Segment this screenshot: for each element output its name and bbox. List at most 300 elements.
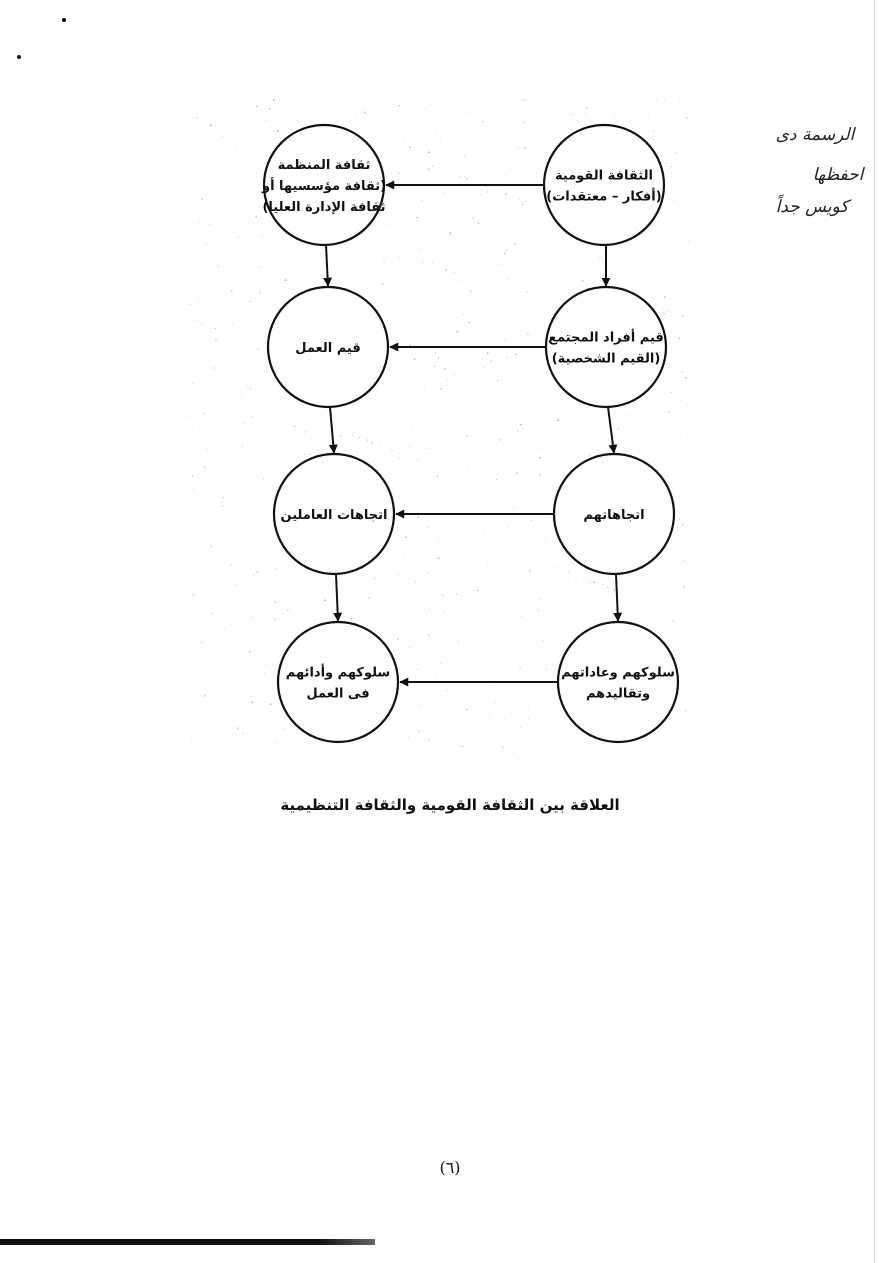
scan-speck [468,322,470,324]
scan-speck [198,221,199,222]
scan-speck [411,429,412,430]
scan-speck [499,439,501,441]
scan-speck [689,241,690,242]
scan-speck [398,452,399,453]
vertical-arrow-left [330,407,334,453]
scan-speck [634,117,635,118]
scan-speck [599,256,601,258]
scan-speck [552,307,553,308]
scan-speck [405,142,406,143]
scan-speck [454,715,455,716]
handwritten-note-line: كويس جداً [775,197,849,217]
scan-speck [495,702,496,703]
scan-speck [456,331,458,333]
scan-speck [542,640,544,642]
scan-speck [382,283,384,285]
left-node-4-circle [278,622,398,742]
scan-speck [409,344,410,345]
scan-speck [281,613,282,614]
scan-speck [480,194,481,195]
scan-speck [231,290,233,292]
scan-speck [419,248,420,249]
scan-speck [601,607,602,608]
scan-speck [258,266,260,268]
scan-speck [674,657,675,658]
scan-speck [398,178,399,179]
scan-speck [607,587,609,589]
scan-speck [514,243,516,245]
scan-speck [255,216,257,218]
scan-speck [404,556,406,558]
scan-speck [590,582,591,583]
scan-speck [228,169,229,170]
scan-speck [613,589,614,590]
scan-speck [456,593,458,595]
scan-speck [676,285,677,286]
scan-speck [677,214,678,215]
left-node-3 [274,454,394,574]
scan-speck [483,530,484,531]
scan-speck [283,297,284,298]
scan-speck [417,669,419,671]
scan-speck [487,191,489,193]
page-number: (٦) [439,1158,461,1177]
scan-speck [438,557,440,559]
scan-speck [676,313,677,314]
scan-speck [680,437,681,438]
scan-speck [664,99,665,100]
scan-speck [454,374,455,375]
scan-speck [273,99,275,101]
scan-speck [429,609,430,610]
right-node-1-label: الثقافة القومية [555,168,653,184]
scan-speck [556,420,557,421]
scan-speck [273,382,274,383]
scan-speck [409,446,410,447]
scan-speck [443,597,444,598]
scan-speck [196,676,197,677]
scan-speck [284,729,285,730]
scan-speck [205,243,207,245]
scan-speck [221,330,222,331]
right-node-2-circle [546,287,666,407]
scan-speck [570,287,571,288]
scan-speck [632,128,634,130]
scan-speck [218,229,219,230]
scan-speck [218,266,219,267]
left-node-4-label: سلوكهم وأدائهم [285,665,391,681]
scan-speck [428,151,430,153]
right-node-1 [544,125,664,245]
left-node-1-label: ثقافة المنظمة [277,158,371,173]
scan-speck [401,325,402,326]
scan-speck [192,382,193,383]
scan-speck [358,437,360,439]
scan-speck [643,622,644,623]
scan-speck [428,634,429,635]
scan-speck [409,647,410,648]
scan-speck [432,166,433,167]
scan-bar [0,1239,375,1245]
handwritten-note-line: الرسمة دى [775,125,855,145]
scan-speck [275,743,276,744]
scan-speck [378,445,380,447]
scan-speck [686,117,688,119]
scan-speck [521,427,523,429]
scan-speck [257,244,258,245]
scan-speck [547,152,548,153]
scan-speck [574,574,575,575]
scan-speck [364,112,366,114]
scan-speck [225,203,226,204]
scan-speck [309,453,311,455]
scan-speck [249,301,250,302]
scan-speck [663,615,665,617]
scan-speck [449,232,451,234]
scan-speck [522,122,524,124]
scan-speck [189,303,191,305]
scan-speck [656,99,657,100]
scan-speck [438,538,439,539]
scan-speck [466,497,467,498]
scan-speck [259,205,260,206]
scan-speck [249,651,251,653]
scan-speck [195,614,196,615]
scan-speck [274,122,275,123]
scan-speck [505,250,507,252]
scan-speck [379,156,380,157]
scan-speck [493,530,494,531]
scan-speck [496,479,497,480]
left-node-2 [268,287,388,407]
scan-speck [504,252,506,254]
scan-speck [235,584,237,586]
scan-speck [231,564,233,566]
scan-speck [264,673,265,674]
scan-speck [425,448,427,450]
scan-speck [520,726,522,728]
scan-speck [582,280,584,282]
scan-speck [554,566,556,568]
scan-speck [447,379,449,381]
scan-speck [458,280,459,281]
scan-speck [602,584,603,585]
scan-speck [513,506,515,508]
scan-speck [445,269,447,271]
scan-speck [274,619,275,620]
scan-speck [662,308,663,309]
scan-speck [344,407,345,408]
scan-speck [466,709,468,711]
scan-speck [682,371,684,373]
scan-speck [388,275,390,277]
right-node-4-label: سلوكهم وعاداتهم [561,665,675,681]
scan-speck [526,291,528,293]
scan-speck [497,380,498,381]
scan-speck [528,717,529,718]
scan-speck [243,423,244,424]
scan-speck [672,620,674,622]
scan-speck [371,442,373,444]
scan-speck [548,584,549,585]
scan-speck [542,449,543,450]
scan-speck [520,667,521,668]
right-node-4-label: وتقاليدهم [585,686,651,702]
scan-speck [210,545,212,547]
figure-caption: العلاقة بين الثقافة القومية والثقافة التنظيمية [280,796,620,814]
scan-speck [539,474,541,476]
scan-speck [524,99,525,100]
left-node-1 [261,125,386,245]
scan-speck [206,449,208,451]
scan-speck [442,594,444,596]
scan-speck [477,589,479,591]
scan-speck [499,163,500,164]
scan-speck [215,99,216,100]
scan-speck [516,472,518,474]
scan-speck [392,244,393,245]
scan-speck [653,130,655,132]
scan-speck [674,200,675,201]
scan-speck [578,447,579,448]
scan-speck [441,724,442,725]
scan-speck [468,469,469,470]
scan-speck [575,580,577,582]
scan-speck [422,262,424,264]
scan-speck [379,628,380,629]
scan-speck [490,98,491,99]
scan-speck [450,244,451,245]
scan-speck [368,597,370,599]
scan-speck [222,497,224,499]
scan-speck [199,300,201,302]
scan-speck [213,367,215,369]
vertical-arrow-left [336,574,338,621]
scan-speck [204,466,206,468]
scan-speck [232,324,233,325]
scan-speck [546,384,547,385]
scan-speck [252,617,254,619]
scan-speck [435,352,436,353]
right-node-3-label: اتجاهاتهم [583,508,645,523]
scan-speck [210,124,212,126]
scan-speck [571,114,572,115]
scan-speck [285,279,287,281]
right-node-1-label: (أفكار – معتقدات) [546,189,662,205]
scan-speck [193,594,195,596]
scan-speck [256,571,258,573]
vertical-arrow-right [616,574,618,621]
scan-speck [587,579,588,580]
scan-speck [241,445,243,447]
scan-speck [626,414,628,416]
scan-speck [542,107,543,108]
scan-speck [434,290,435,291]
scan-speck [242,733,244,735]
scan-speck [320,275,321,276]
scan-speck [557,419,559,421]
scan-speck [411,457,412,458]
scan-speck [528,706,529,707]
scan-speck [529,570,531,572]
scan-speck [405,536,407,538]
diagram-nodes [261,125,678,742]
scan-speck [305,431,307,433]
scan-speck [518,670,519,671]
scan-speck [189,416,190,417]
scan-speck [395,351,396,352]
scan-speck [589,455,591,457]
scan-speck [634,402,635,403]
scan-speck [443,193,445,195]
scan-speck [532,345,533,346]
scan-speck [231,623,232,624]
scan-speck [193,490,195,492]
scan-speck [294,426,296,428]
scan-speck [399,173,401,175]
scan-speck [192,475,194,477]
scan-speck [463,156,465,158]
scan-speck [321,252,323,254]
scan-speck [440,662,442,664]
scan-speck [549,378,550,379]
scan-speck [510,168,511,169]
scan-speck [663,313,665,315]
scan-speck [525,201,526,202]
scan-speck [464,176,465,177]
scan-speck [262,235,263,236]
scan-speck [440,140,441,141]
scan-speck [604,742,606,744]
scan-speck [454,272,455,273]
scan-speck [252,701,254,703]
scan-speck [664,296,666,298]
scan-speck [311,439,312,440]
scan-speck [256,105,258,107]
scan-speck [414,663,415,664]
scan-speck [462,746,464,748]
scan-speck [522,99,523,100]
scan-speck [304,454,305,455]
scan-speck [538,632,539,633]
scan-speck [408,737,410,739]
scan-speck [507,278,508,279]
scan-speck [679,519,680,520]
scan-speck [275,602,277,604]
scan-speck [292,562,293,563]
scan-speck [670,392,672,394]
left-node-1-label: (ثقافة مؤسسيها أو [261,179,387,194]
scan-speck [679,101,680,102]
scan-speck [667,310,668,311]
scan-speck [225,243,226,244]
scan-speck [429,448,430,449]
scan-speck [367,439,368,440]
scan-speck [508,526,509,527]
scan-speck [249,222,250,223]
scan-speck [656,305,657,306]
scan-speck [352,435,353,436]
scan-speck [307,259,308,260]
right-node-2-label: قيم أفراد المجتمع [548,330,664,346]
scan-speck [370,262,371,263]
scan-speck [505,193,507,195]
scan-speck [461,114,462,115]
scan-speck [428,527,429,528]
scan-speck [409,146,411,148]
scan-speck [679,338,681,340]
scan-speck [218,571,219,572]
left-node-4-label: فى العمل [306,686,370,702]
scan-speck [226,601,228,603]
scan-speck [399,393,400,394]
scan-speck [247,386,248,387]
scan-speck [680,400,681,401]
scan-speck [364,109,365,110]
scan-speck [458,650,459,651]
scan-speck [399,257,400,258]
scan-speck [286,610,287,611]
scan-speck [263,478,264,479]
scan-speck [511,713,512,714]
scan-speck [671,166,672,167]
scan-speck [682,315,684,317]
scan-speck [506,357,508,359]
scan-speck [438,357,439,358]
scan-speck [414,358,416,360]
scan-speck [628,620,629,621]
scan-speck [237,236,239,238]
scan-speck [314,414,315,415]
right-node-1-circle [544,125,664,245]
scan-speck [279,99,280,100]
scan-speck [436,132,437,133]
scan-speck [313,592,314,593]
vertical-arrow-left [326,245,328,286]
scan-speck [251,696,252,697]
scan-speck [614,118,615,119]
scan-speck [440,388,442,390]
scan-speck [388,224,389,225]
scan-speck [418,730,420,732]
scan-speck [515,354,517,356]
scan-speck [429,369,430,370]
scan-speck [246,312,247,313]
scan-speck [431,104,432,105]
left-node-2-label: قيم العمل [295,341,361,356]
scan-speck [201,198,203,200]
vertical-arrow-right [608,407,614,453]
scan-speck [277,130,279,132]
scan-speck [432,262,433,263]
scan-speck [270,703,272,705]
scan-speck [391,450,392,451]
scan-speck [324,599,326,601]
scan-speck [265,119,266,120]
scan-speck [678,742,679,743]
scan-speck [399,105,401,107]
scan-speck [253,574,255,576]
scan-speck [585,113,586,114]
scan-speck [337,752,338,753]
scan-speck [502,747,504,749]
scan-speck [527,333,528,334]
scan-speck [195,320,197,322]
scan-speck [685,377,687,379]
scan-speck [215,339,216,340]
scan-speck [199,320,200,321]
scan-speck [539,598,540,599]
